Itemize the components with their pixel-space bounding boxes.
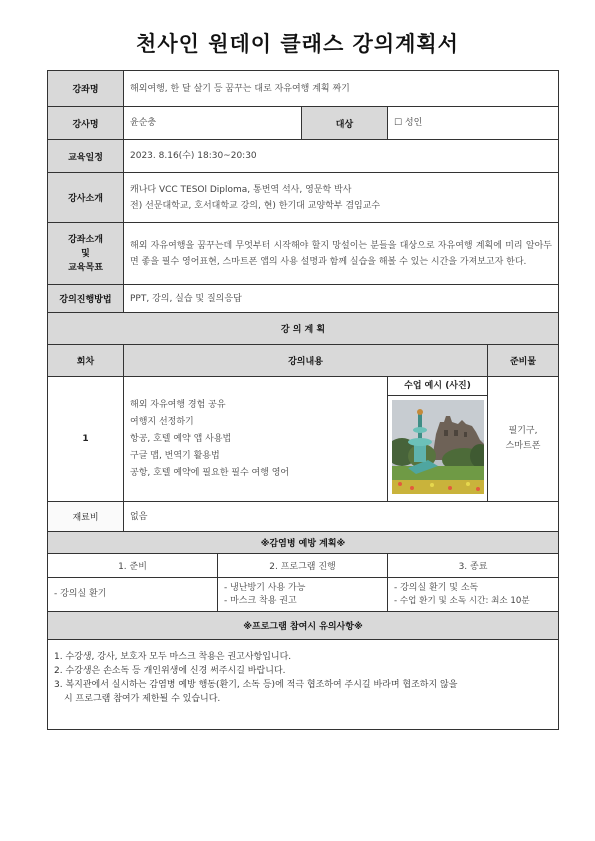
content-item: 구글 맵, 번역기 활용법 (130, 450, 220, 461)
target-label: 대상 (302, 107, 388, 140)
prep-column-header: 준비물 (488, 345, 559, 377)
page-title: 천사인 원데이 클래스 강의계획서 (136, 32, 459, 56)
intro-line: 캐나다 VCC TESOl Diploma, 통번역 석사, 영문학 박사 (130, 184, 352, 195)
prevention-col-progress: 2. 프로그램 진행 (218, 554, 388, 578)
session-number: 1 (48, 377, 124, 502)
goal-label (48, 223, 124, 285)
goal-label-line: 교육목표 (68, 262, 103, 273)
method-label: 강의진행방법 (48, 285, 124, 313)
prevention-end-items (388, 578, 559, 612)
prevention-items-row (48, 578, 559, 612)
goal-row (48, 223, 559, 285)
prevention-item: - 냉난방기 사용 가능 (224, 582, 306, 593)
method-value: PPT, 강의, 실습 및 질의응답 (124, 285, 559, 313)
prep-line: 필기구, (508, 426, 538, 436)
intro-value (124, 173, 559, 223)
castle-garden-photo (392, 400, 484, 494)
goal-value: 해외 자유여행을 꿈꾸는데 무엇부터 시작해야 할지 망설이는 분들을 대상으로 자유여행 계획에 미리 알아두면 좋을 필수 영어표현, 스마트폰 앱의 사용 설명과 함께 실습을 해볼 수 있는 시간을 가져보고자 한다. (124, 223, 559, 285)
lecturer-label: 강사명 (48, 107, 124, 140)
material-value: 없음 (124, 502, 559, 532)
material-row (48, 502, 559, 532)
plan-header-row (48, 313, 559, 345)
schedule-value: 2023. 8.16(수) 18:30~20:30 (124, 140, 559, 173)
plan-columns-row (48, 345, 559, 377)
goal-label-line: 및 (81, 248, 90, 259)
prevention-item: - 강의실 환기 (54, 589, 107, 599)
intro-row (48, 173, 559, 223)
prevention-progress-items (218, 578, 388, 612)
prevention-header: ※감염병 예방 계획※ (48, 532, 559, 554)
schedule-row (48, 140, 559, 173)
plan-header: 강 의 계 획 (48, 313, 559, 345)
prevention-header-row (48, 532, 559, 554)
photo-caption: 수업 예시 (사진) (388, 377, 487, 396)
goal-label-line: 강좌소개 (68, 234, 103, 245)
notes-header-row (48, 612, 559, 640)
material-label: 재료비 (48, 502, 124, 532)
session-column-header: 회차 (48, 345, 124, 377)
method-row (48, 285, 559, 313)
lecturer-value: 윤순충 (124, 107, 302, 140)
session-row (48, 377, 559, 502)
content-item: 해외 자유여행 경험 공유 (130, 399, 226, 410)
course-name-label: 강좌명 (48, 71, 124, 107)
session-content (124, 377, 388, 502)
content-item: 항공, 호텔 예약 앱 사용법 (130, 433, 232, 444)
prevention-col-end: 3. 종료 (388, 554, 559, 578)
prep-line: 스마트폰 (505, 441, 541, 451)
intro-label: 강사소개 (48, 173, 124, 223)
target-value: ☐ 성인 (388, 107, 559, 140)
notes-row (48, 640, 559, 730)
note-item: 3. 복지관에서 실시하는 감염병 예방 행동(환기, 소독 등)에 적극 협조하여 주시길 바라며 협조하지 않을 (54, 680, 458, 690)
prevention-columns-row (48, 554, 559, 578)
note-item: 2. 수강생은 손소독 등 개인위생에 신경 써주시길 바랍니다. (54, 666, 286, 676)
prevention-col-prepare: 1. 준비 (48, 554, 218, 578)
note-item: 1. 수강생, 강사, 보호자 모두 마스크 착용은 권고사항입니다. (54, 652, 292, 662)
lecturer-row (48, 107, 559, 140)
prevention-item: - 마스크 착용 권고 (224, 595, 297, 606)
content-item: 여행지 선정하기 (130, 416, 194, 427)
prevention-item: - 수업 환기 및 소독 시간: 최소 10분 (394, 595, 530, 606)
content-item: 공항, 호텔 예약에 필요한 필수 여행 영어 (130, 467, 290, 478)
content-column-header: 강의내용 (124, 345, 488, 377)
prevention-item: - 강의실 환기 및 소독 (394, 582, 479, 593)
schedule-label: 교육일정 (48, 140, 124, 173)
photo-box (388, 396, 487, 501)
intro-line: 전) 선문대학교, 호서대학교 강의, 현) 한기대 교양학부 겸임교수 (130, 200, 381, 211)
prep-value (488, 377, 559, 502)
course-name-row (48, 71, 559, 107)
lecture-plan-table (47, 70, 559, 730)
notes-body (48, 640, 559, 730)
prevention-prepare-items (48, 578, 218, 612)
notes-header: ※프로그램 참여시 유의사항※ (48, 612, 559, 640)
note-item-continued: 시 프로그램 참여가 제한될 수 있습니다. (64, 694, 221, 704)
photo-cell (388, 377, 488, 502)
course-name-value: 해외여행, 한 달 살기 등 꿈꾸는 대로 자유여행 계획 짜기 (124, 71, 559, 107)
